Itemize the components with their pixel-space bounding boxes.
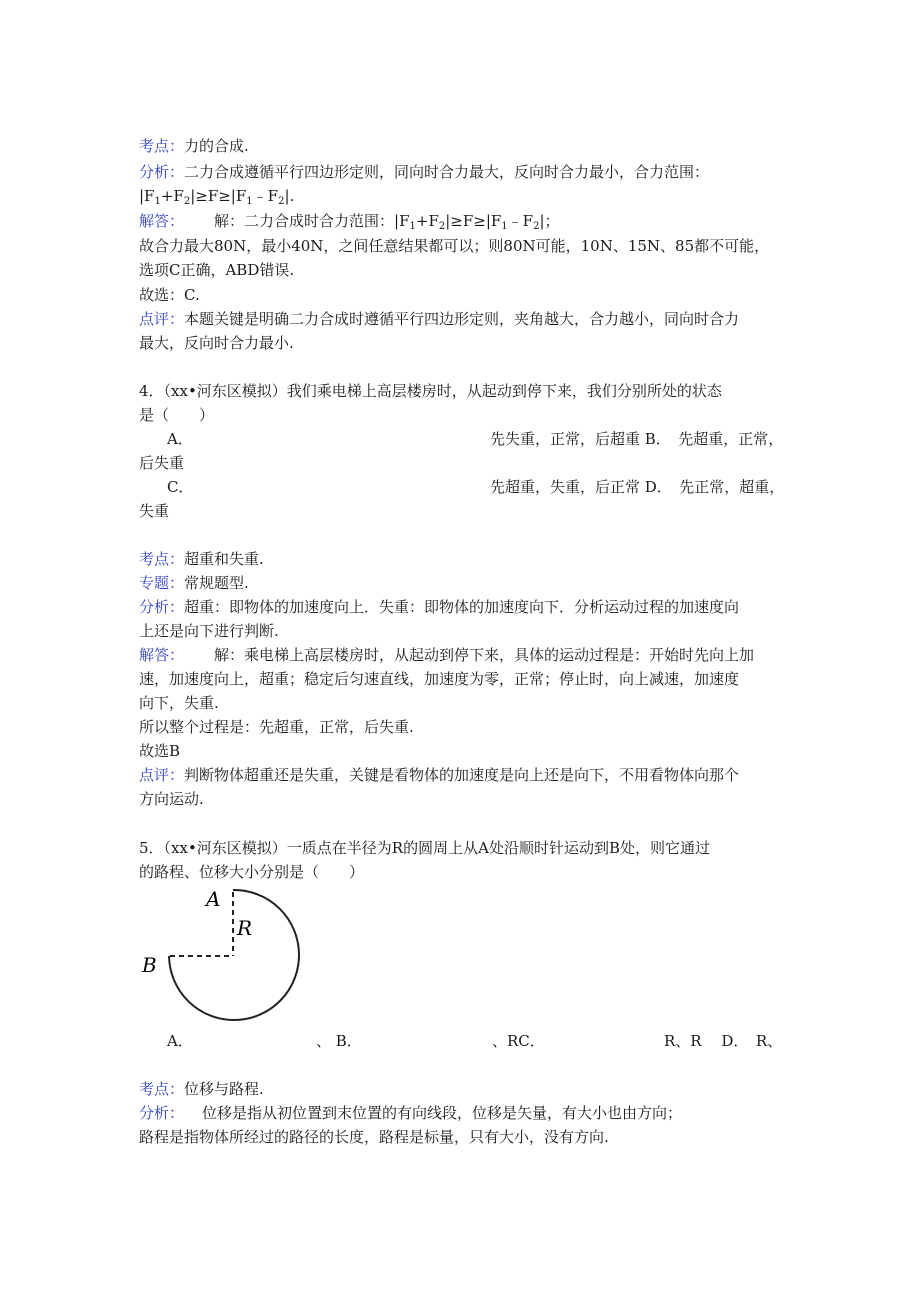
q5-fenxi bbox=[139, 1103, 682, 1123]
subscript: 1 bbox=[246, 196, 253, 207]
dianping-text: 判断物体超重还是失重，关键是看物体的加速度是向上还是向下，不用看物体向那个 bbox=[184, 766, 740, 784]
subscript: 2 bbox=[278, 196, 285, 207]
fenxi-label: 分析： bbox=[139, 163, 185, 181]
q4-stem: 4．（xx•河东区模拟）我们乘电梯上高层楼房时，从起动到停下来，我们分别所处的状态 bbox=[139, 382, 722, 400]
subscript: 1 bbox=[501, 221, 508, 232]
formula-part: ﹣F bbox=[252, 187, 279, 205]
zhuanti-label: 专题： bbox=[139, 574, 185, 592]
q3-jieda bbox=[139, 211, 560, 237]
q3-range-formula bbox=[139, 186, 294, 212]
q4-stem-cont: 是（ ） bbox=[139, 406, 215, 424]
dianping-label: 点评： bbox=[139, 766, 185, 784]
formula-part: ﹣F bbox=[507, 212, 534, 230]
subscript: 2 bbox=[438, 221, 446, 232]
q4-option-a-letter: A． bbox=[167, 430, 193, 448]
q4-option-c-letter: C． bbox=[167, 478, 194, 496]
q5-option-c: 、RC． bbox=[492, 1032, 545, 1050]
q5-kaodian bbox=[139, 1079, 264, 1099]
formula-part: |≥F≥|F bbox=[445, 212, 502, 230]
kaodian-text: 位移与路程. bbox=[184, 1080, 264, 1098]
dianping-label: 点评： bbox=[139, 310, 185, 328]
subscript: 1 bbox=[409, 221, 416, 232]
q3-fenxi bbox=[139, 162, 709, 182]
jieda-label: 解答： bbox=[139, 646, 185, 664]
formula-part: |F bbox=[139, 187, 155, 205]
q3-dianping-cont: 最大，反向时合力最小. bbox=[139, 334, 294, 352]
q4-answer: 故选B bbox=[139, 742, 181, 760]
q4-fenxi-cont: 上还是向下进行判断. bbox=[139, 622, 279, 640]
kaodian-label: 考点： bbox=[139, 137, 185, 155]
fenxi-label: 分析： bbox=[139, 1104, 185, 1122]
subscript: 2 bbox=[533, 221, 540, 232]
q3-line5: 选项C正确，ABD错误. bbox=[139, 261, 295, 279]
q4-option-c-d-text: 先超重，失重，后正常 D． 先正常，超重， bbox=[490, 478, 785, 496]
q5-option-a: A． bbox=[167, 1032, 193, 1050]
fenxi-label: 分析： bbox=[139, 598, 185, 616]
q4-jieda-cont1: 速，加速度向上，超重；稳定后匀速直线，加速度为零，正常；停止时，向上减速，加速度 bbox=[139, 670, 740, 688]
formula-part: |. bbox=[284, 187, 295, 205]
formula-part: |≥F≥|F bbox=[190, 187, 247, 205]
q4-dianping bbox=[139, 765, 739, 785]
kaodian-text: 超重和失重. bbox=[184, 550, 264, 568]
q5-option-d: R、R D． R、 bbox=[664, 1032, 783, 1050]
q3-line4: 故合力最大80N，最小40N，之间任意结果都可以；则80N可能，10N、15N、85都不可能， bbox=[139, 237, 770, 255]
q4-option-b-wrap: 后失重 bbox=[139, 454, 185, 472]
q3-kaodian bbox=[139, 136, 249, 156]
zhuanti-text: 常规题型. bbox=[184, 574, 249, 592]
jieda-text: 解：乘电梯上高层楼房时，从起动到停下来，具体的运动过程是：开始时先向上加 bbox=[214, 646, 755, 664]
q5-stem-cont: 的路程、位移大小分别是（ ） bbox=[139, 863, 365, 881]
q4-dianping-cont: 方向运动. bbox=[139, 790, 204, 808]
q3-answer: 故选：C. bbox=[139, 286, 200, 304]
q4-jieda bbox=[139, 645, 754, 665]
fenxi-text: 位移是指从初位置到末位置的有向线段，位移是矢量，有大小也由方向； bbox=[202, 1104, 683, 1122]
q4-zhuanti bbox=[139, 573, 249, 593]
dianping-text: 本题关键是明确二力合成时遵循平行四边形定则，夹角越大，合力越小，同向时合力 bbox=[184, 310, 740, 328]
fenxi-text: 二力合成遵循平行四边形定则，同向时合力最大，反向时合力最小，合力范围： bbox=[184, 163, 710, 181]
subscript: 1 bbox=[154, 196, 161, 207]
q5-stem: 5．（xx•河东区模拟）一质点在半径为R的圆周上从A处沿顺时针运动到B处，则它通过 bbox=[139, 839, 710, 857]
kaodian-text: 力的合成. bbox=[184, 137, 249, 155]
q4-kaodian bbox=[139, 549, 264, 569]
q4-summary: 所以整个过程是：先超重，正常，后失重. bbox=[139, 718, 414, 736]
radius-label: R bbox=[237, 916, 253, 940]
kaodian-label: 考点： bbox=[139, 550, 185, 568]
formula-part: |； bbox=[539, 212, 560, 230]
fenxi-text: 超重：即物体的加速度向上．失重：即物体的加速度向下．分析运动过程的加速度向 bbox=[184, 598, 740, 616]
formula-part: |F bbox=[394, 212, 410, 230]
formula-part: +F bbox=[160, 187, 184, 205]
q4-option-d-wrap: 失重 bbox=[139, 502, 170, 520]
q3-dianping bbox=[139, 309, 739, 329]
q4-fenxi bbox=[139, 597, 739, 617]
formula-part: +F bbox=[415, 212, 439, 230]
q4-jieda-cont2: 向下，失重. bbox=[139, 694, 219, 712]
point-a-label: A bbox=[206, 887, 221, 911]
kaodian-label: 考点： bbox=[139, 1080, 185, 1098]
subscript: 2 bbox=[183, 196, 191, 207]
point-b-label: B bbox=[142, 953, 157, 977]
circle-path-figure bbox=[136, 884, 306, 1024]
q5-fenxi-cont: 路程是指物体所经过的路径的长度，路程是标量，只有大小，没有方向. bbox=[139, 1128, 609, 1146]
jieda-text: 解：二力合成时合力范围： bbox=[214, 212, 395, 230]
q4-option-a-b-text: 先失重，正常，后超重 B． 先超重，正常， bbox=[490, 430, 784, 448]
jieda-label: 解答： bbox=[139, 212, 185, 230]
q5-option-b: 、 B． bbox=[316, 1032, 362, 1050]
